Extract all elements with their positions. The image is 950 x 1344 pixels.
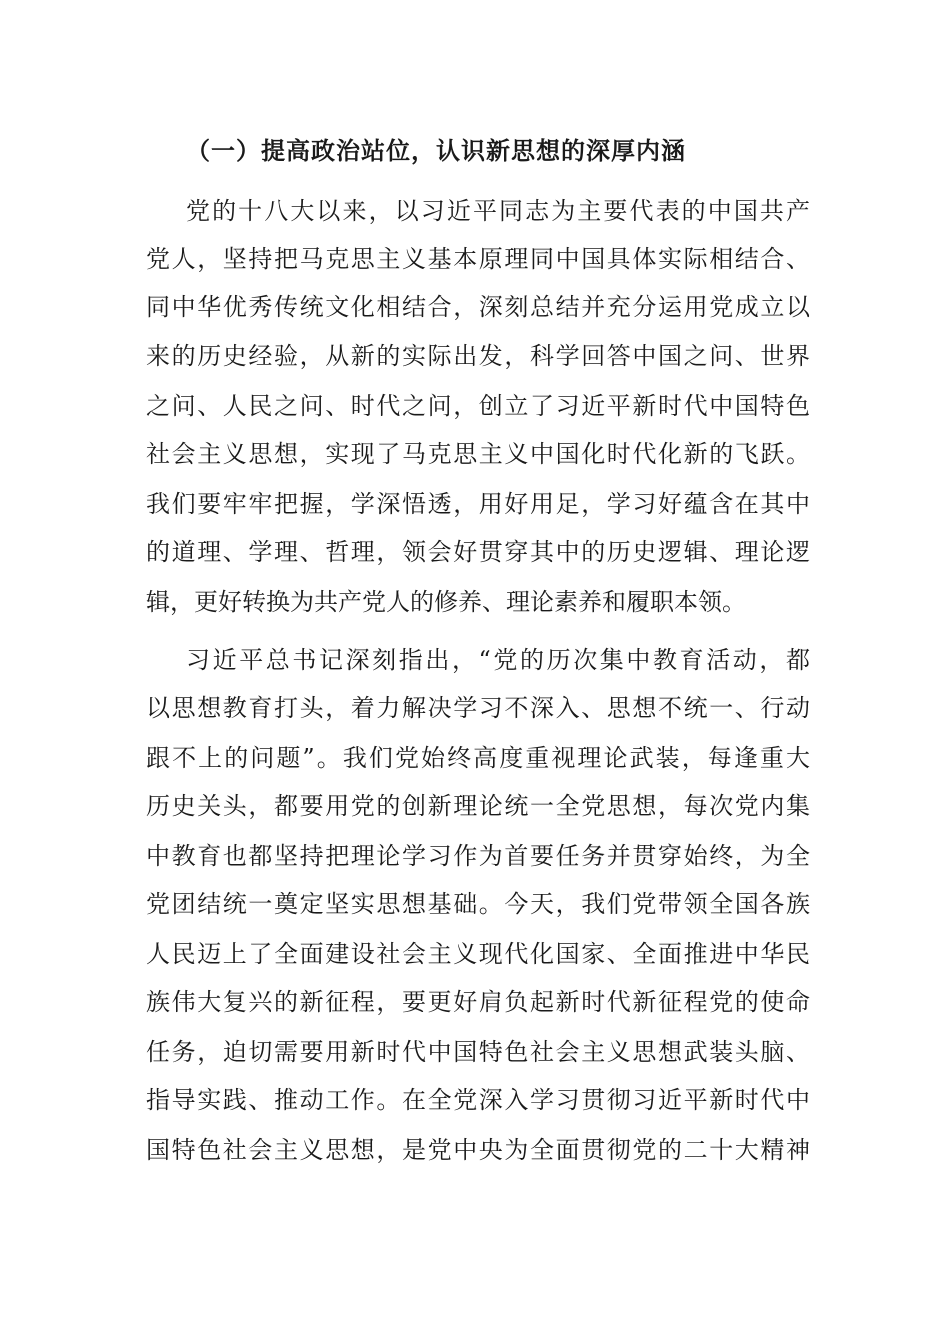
paragraph-line: 党人，坚持把马克思主义基本原理同中国具体实际相结合、 (146, 245, 810, 273)
paragraph-line: 之问、人民之问、时代之问，创立了习近平新时代中国特色 (146, 392, 810, 420)
paragraph-line: 以思想教育打头，着力解决学习不深入、思想不统一、行动 (146, 694, 810, 722)
paragraph-line: 任务，迫切需要用新时代中国特色社会主义思想武装头脑、 (146, 1038, 810, 1066)
paragraph-line: 族伟大复兴的新征程，要更好肩负起新时代新征程党的使命 (146, 988, 810, 1016)
paragraph-line: 指导实践、推动工作。在全党深入学习贯彻习近平新时代中 (146, 1086, 810, 1114)
paragraph-line: 社会主义思想，实现了马克思主义中国化时代化新的飞跃。 (146, 440, 810, 468)
paragraph-line: 习近平总书记深刻指出，“党的历次集中教育活动，都 (186, 646, 810, 674)
paragraph-line: 历史关头，都要用党的创新理论统一全党思想，每次党内集 (146, 792, 810, 820)
paragraph-line: 的道理、学理、哲理，领会好贯穿其中的历史逻辑、理论逻 (146, 538, 810, 566)
paragraph-line: 来的历史经验，从新的实际出发，科学回答中国之问、世界 (146, 342, 810, 370)
paragraph-line: 党的十八大以来，以习近平同志为主要代表的中国共产 (186, 197, 810, 225)
paragraph-line: 我们要牢牢把握，学深悟透，用好用足，学习好蕴含在其中 (146, 490, 810, 518)
section-heading: （一）提高政治站位，认识新思想的深厚内涵 (186, 137, 686, 165)
paragraph-line: 同中华优秀传统文化相结合，深刻总结并充分运用党成立以 (146, 293, 810, 321)
paragraph-line: 国特色社会主义思想，是党中央为全面贯彻党的二十大精神 (146, 1136, 810, 1164)
paragraph-line: 中教育也都坚持把理论学习作为首要任务并贯穿始终，为全 (146, 842, 810, 870)
paragraph-line: 党团结统一奠定坚实思想基础。今天，我们党带领全国各族 (146, 890, 810, 918)
paragraph-line: 辑，更好转换为共产党人的修养、理论素养和履职本领。 (146, 588, 746, 616)
paragraph-line: 跟不上的问题”。我们党始终高度重视理论武装，每逢重大 (146, 744, 810, 772)
paragraph-line: 人民迈上了全面建设社会主义现代化国家、全面推进中华民 (146, 940, 810, 968)
